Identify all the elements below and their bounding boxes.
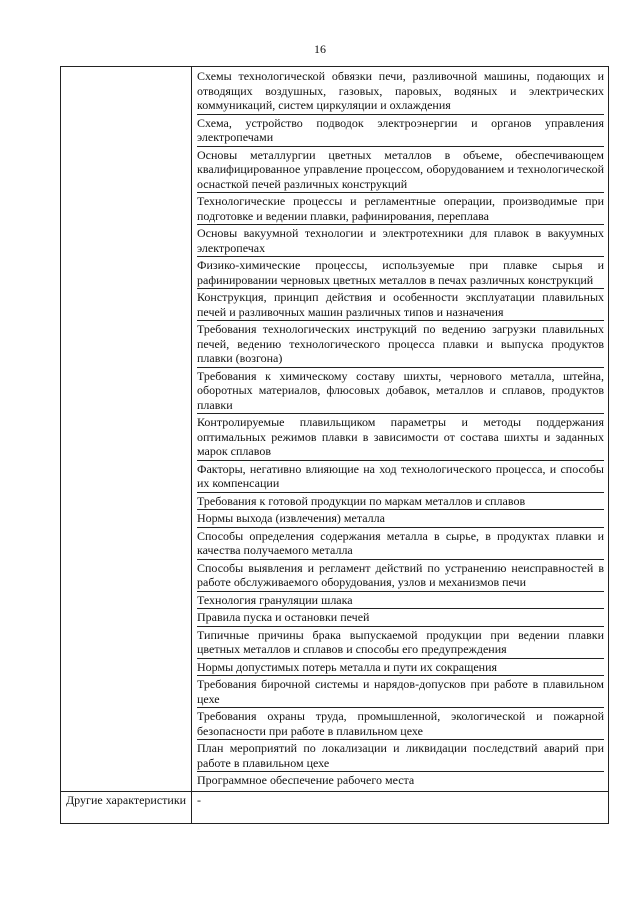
knowledge-item: Нормы допустимых потерь металла и пути их сокращения [197,659,604,677]
knowledge-row [61,67,609,792]
knowledge-item: Факторы, негативно влияющие на ход технологического процесса, и способы их компенсации [197,461,604,493]
other-characteristics-row [61,791,609,823]
knowledge-item: План мероприятий по локализации и ликвидации последствий аварий при работе в плавильном цехе [197,740,604,772]
knowledge-item: Конструкция, принцип действия и особенности эксплуатации плавильных печей и разливочных машин различных типов и назначения [197,289,604,321]
knowledge-item: Требования технологических инструкций по ведению загрузки плавильных печей, ведению технологического процесса плавки и выпуска продуктов плавки (возгона) [197,321,604,368]
knowledge-item: Основы вакуумной технологии и электротехники для плавок в вакуумных электропечах [197,225,604,257]
knowledge-item: Основы металлургии цветных металлов в объеме, обеспечивающем квалифицированное управление процессом, оборудованием и технологической оснасткой печей различных конструкций [197,147,604,194]
knowledge-label-cell [61,67,192,792]
knowledge-item: Способы выявления и регламент действий по устранению неисправностей в работе обслуживаемого оборудования, узлов и механизмов печи [197,560,604,592]
page-number: 16 [314,42,326,56]
knowledge-item: Типичные причины брака выпускаемой продукции при ведении плавки цветных металлов и сплавов и способы его предупреждения [197,627,604,659]
knowledge-item: Программное обеспечение рабочего места [197,773,415,787]
knowledge-item: Требования бирочной системы и нарядов-допусков при работе в плавильном цехе [197,676,604,708]
knowledge-item: Требования к химическому составу шихты, чернового металла, штейна, оборотных материалов, флюсовых добавок, металлов и сплавов, продуктов плавки [197,368,604,415]
knowledge-item: Технология грануляции шлака [197,592,604,610]
knowledge-item: Контролируемые плавильщиком параметры и методы поддержания оптимальных режимов плавки в зависимости от состава шихты и заданных марок сплавов [197,414,604,461]
knowledge-list-cell [192,67,609,792]
knowledge-item: Требования к готовой продукции по маркам металлов и сплавов [197,493,604,511]
other-characteristics-label: Другие характеристики [61,791,192,823]
knowledge-item: Схема, устройство подводок электроэнергии и органов управления электропечами [197,115,604,147]
other-characteristics-value: - [192,791,609,823]
knowledge-item: Технологические процессы и регламентные операции, производимые при подготовке и ведении плавки, рафинирования, переплава [197,193,604,225]
knowledge-item: Схемы технологической обвязки печи, разливочной машины, подающих и отводящих воздушных, газовых, паровых, водяных и электрических коммуникаций, систем циркуляции и охлаждения [197,68,604,115]
requirements-table [60,66,609,824]
knowledge-item: Физико-химические процессы, используемые при плавке сырья и рафинировании черновых цветных металлов в печах различных конструкций [197,257,604,289]
knowledge-item: Правила пуска и остановки печей [197,609,604,627]
knowledge-item: Требования охраны труда, промышленной, экологической и пожарной безопасности при работе в плавильном цехе [197,708,604,740]
knowledge-item: Нормы выхода (извлечения) металла [197,510,604,528]
knowledge-item: Способы определения содержания металла в сырье, в продуктах плавки и качества получаемого металла [197,528,604,560]
